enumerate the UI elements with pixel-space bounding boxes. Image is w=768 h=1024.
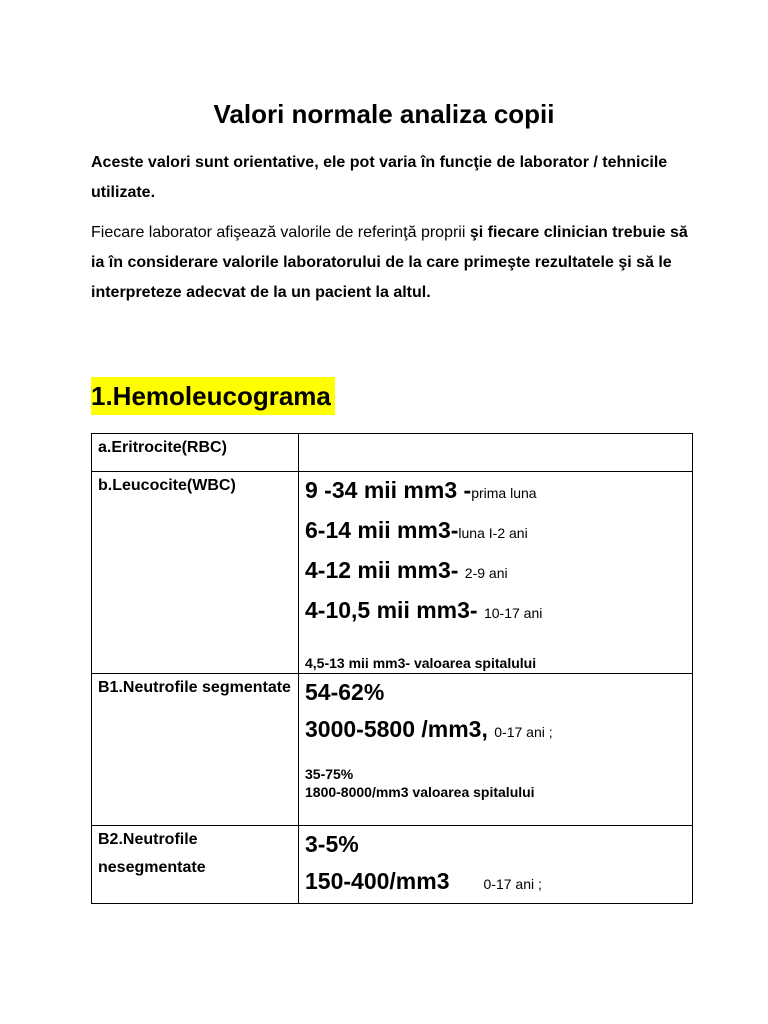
value-text: 3000-5800 /mm3, [305, 716, 495, 742]
table-row [92, 674, 693, 826]
value-text: 6-14 mii mm3- [305, 517, 459, 543]
value-note: prima luna [471, 485, 537, 501]
value-line [305, 863, 686, 903]
document-title: Valori normale analiza copii [213, 99, 555, 129]
table-row [92, 826, 693, 904]
value-text: 3-5% [305, 831, 359, 857]
value-text: 150-400/mm3 [305, 868, 450, 894]
row-label-eritrocite: a.Eritrocite(RBC) [92, 434, 299, 472]
laboratory-note-bold: şi fiecare clinician trebuie să ia în considerare valorile laboratorului de la care primeşte rezultatele şi să le interpreteze adecvat de la un pacient la altul. [91, 224, 688, 301]
value-line [305, 674, 686, 711]
laboratory-note-regular: Fiecare laborator afişează valorile de referinţă proprii [91, 224, 470, 241]
value-note: 0-17 ani ; [494, 724, 553, 740]
hospital-value-note: 1800-8000/mm3 valoarea spitalului [305, 784, 535, 800]
section-heading: 1.Hemoleucograma [91, 377, 335, 415]
row-label-neutrofile-segmentate: B1.Neutrofile segmentate [92, 674, 299, 826]
table-row [92, 472, 693, 674]
value-line [305, 711, 686, 751]
value-text: 4-10,5 mii mm3- [305, 597, 484, 623]
value-text: 54-62% [305, 679, 385, 705]
value-text: 9 -34 mii mm3 - [305, 477, 472, 503]
row-label-neutrofile-nesegmentate: B2.Neutrofile nesegmentate [92, 826, 299, 904]
spacer [305, 751, 686, 765]
value-line [305, 472, 686, 512]
value-note: luna I-2 ani [458, 525, 528, 541]
hospital-value-note: 4,5-13 mii mm3- valoarea spitalului [305, 655, 537, 671]
value-line [305, 512, 686, 552]
row-label-leucocite: b.Leucocite(WBC) [92, 472, 299, 674]
value-line [305, 826, 686, 863]
intro-paragraph: Aceste valori sunt orientative, ele pot varia în funcţie de laborator / tehnicile utilizate. [91, 154, 668, 201]
value-line [305, 552, 686, 592]
percent-note: 35-75% [305, 766, 354, 782]
reference-values-table [91, 433, 693, 904]
value-note: 10-17 ani [483, 605, 543, 621]
row-values-neutrofile-nesegmentate [299, 826, 693, 904]
row-values-leucocite [299, 472, 693, 674]
laboratory-note-paragraph [91, 218, 701, 308]
value-note: 2-9 ani [464, 565, 508, 581]
row-values-neutrofile-segmentate [299, 674, 693, 826]
value-line [305, 592, 686, 632]
spacer [305, 632, 686, 654]
value-note: 0-17 ani ; [483, 876, 542, 892]
row-values-eritrocite [299, 434, 693, 472]
value-text: 4-12 mii mm3- [305, 557, 465, 583]
table-row [92, 434, 693, 472]
